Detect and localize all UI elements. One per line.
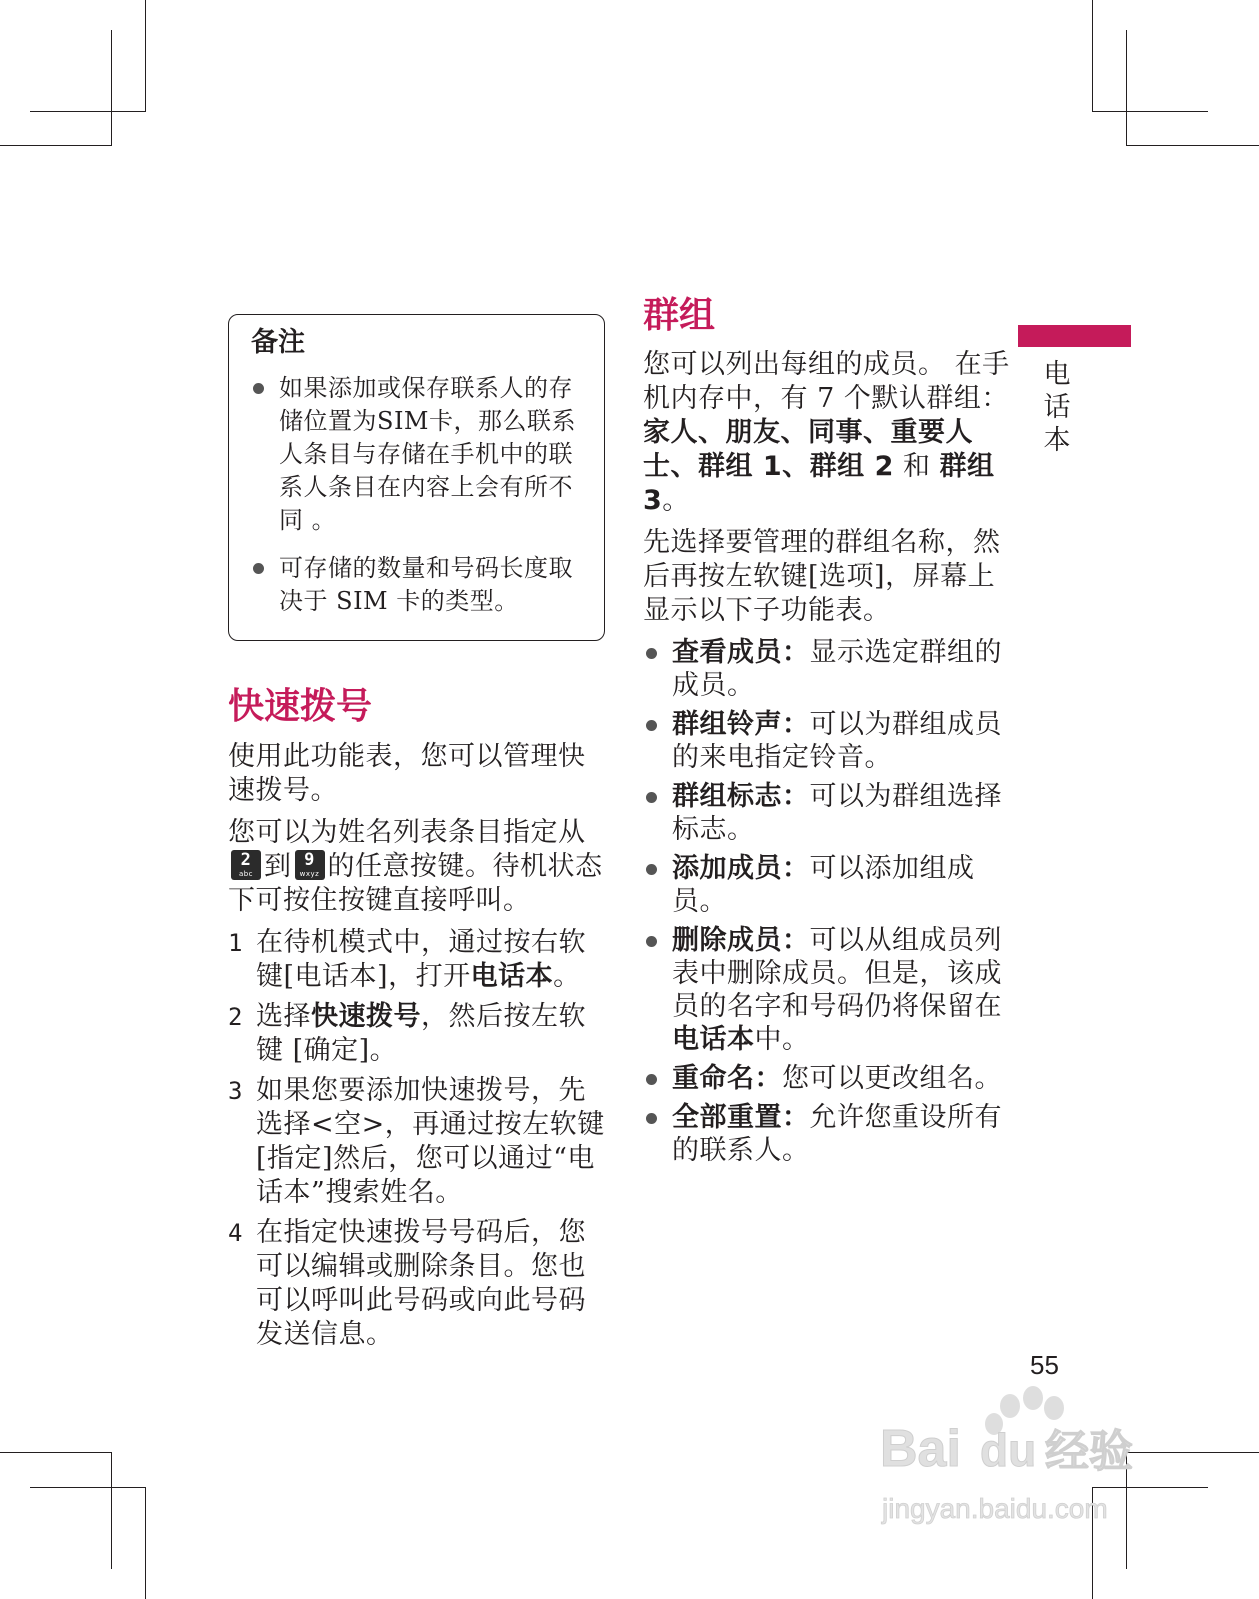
function-name: 群组铃声： xyxy=(672,709,810,740)
note-item xyxy=(251,552,582,618)
crop-mark xyxy=(1126,145,1259,146)
groups-default-last: 群组 3 xyxy=(643,451,995,516)
speed-dial-steps xyxy=(228,926,606,1352)
bullet-icon xyxy=(646,792,657,803)
step-text: 在待机模式中，通过按右软键[电话本]，打开 xyxy=(256,927,586,992)
crop-mark xyxy=(30,111,146,112)
crop-mark xyxy=(111,30,112,145)
bullet-icon xyxy=(646,720,657,731)
note-item xyxy=(251,372,582,537)
bullet-icon xyxy=(646,936,657,947)
key-2-letters: abc xyxy=(238,870,254,878)
function-name: 全部重置： xyxy=(672,1102,810,1133)
function-desc: 显示选定群组的成员。 xyxy=(672,637,1002,701)
function-desc: 可以从组成员列表中删除成员。但是，该成员的名字和号码仍将保留在 xyxy=(672,925,1002,1022)
key-9-letters: wxyz xyxy=(299,870,320,878)
function-item xyxy=(643,1062,1021,1095)
function-item xyxy=(643,1101,1021,1167)
function-item xyxy=(643,780,1021,846)
step-number: 2 xyxy=(228,1003,243,1031)
speed-dial-para xyxy=(228,816,606,918)
function-desc: 中。 xyxy=(754,1024,810,1055)
groups-function-list xyxy=(643,636,1021,1167)
speed-dial-body xyxy=(228,740,606,1358)
function-desc: 可以为群组选择标志。 xyxy=(672,781,1002,845)
crop-mark xyxy=(111,1452,112,1569)
crop-mark xyxy=(1092,0,1093,112)
groups-heading: 群组 xyxy=(643,295,716,336)
groups-default-list: 家人、朋友、同事、重要人士、群组 1、群组 2 xyxy=(643,417,973,482)
function-name: 查看成员： xyxy=(672,637,810,668)
svg-text:Bai: Bai xyxy=(880,1420,961,1478)
note-title: 备注 xyxy=(251,327,305,358)
step-text: 。 xyxy=(553,961,581,992)
side-tab-label: 电话本 xyxy=(1043,359,1071,456)
crop-mark xyxy=(1092,111,1208,112)
side-tab-bar xyxy=(1018,325,1131,347)
function-desc: 可以添加组成员。 xyxy=(672,853,975,917)
step-number: 4 xyxy=(228,1219,243,1247)
crop-mark xyxy=(145,1487,146,1599)
crop-mark xyxy=(145,0,146,112)
note-item-text: 如果添加或保存联系人的存储位置为SIM卡，那么联系人条目与存储在手机中的联系人条目在内容上会有所不同 。 xyxy=(279,374,576,534)
svg-text:jingyan.baidu.com: jingyan.baidu.com xyxy=(882,1493,1108,1524)
speed-dial-intro: 使用此功能表，您可以管理快速拨号。 xyxy=(228,741,586,806)
groups-intro-text: 。 xyxy=(662,485,690,516)
bullet-icon xyxy=(253,563,264,574)
function-item xyxy=(643,708,1021,774)
speed-dial-para-text: 的任意按键。待机状态下可按住按键直接呼叫。 xyxy=(228,851,603,916)
svg-text:du: du xyxy=(980,1424,1037,1476)
step-text: 在指定快速拨号号码后，您可以编辑或删除条目。您也可以呼叫此号码或向此号码发送信息。 xyxy=(256,1217,586,1350)
speed-dial-para-text: 您可以为姓名列表条目指定从 xyxy=(228,817,586,848)
step-number: 3 xyxy=(228,1077,243,1105)
crop-mark xyxy=(1126,30,1127,145)
function-name: 群组标志： xyxy=(672,781,810,812)
function-item xyxy=(643,924,1021,1056)
groups-para: 先选择要管理的群组名称，然后再按左软键[选项]，屏幕上显示以下子功能表。 xyxy=(643,527,1001,626)
step-number: 1 xyxy=(228,929,243,957)
step-item xyxy=(228,1074,606,1210)
step-item xyxy=(228,1000,606,1068)
function-name: 删除成员： xyxy=(672,925,810,956)
crop-mark xyxy=(30,1487,146,1488)
step-text: 如果您要添加快速拨号，先选择<空>，再通过按左软键[指定]然后，您可以通过“电话本”搜索姓名。 xyxy=(256,1075,605,1208)
speed-dial-heading: 快速拨号 xyxy=(228,686,373,727)
function-item xyxy=(643,852,1021,918)
step-item xyxy=(228,926,606,994)
baidu-watermark-logo xyxy=(880,1386,1180,1546)
groups-intro-text: 您可以列出每组的成员。 在手机内存中，有 7 个默认群组： xyxy=(643,349,1010,414)
page-number: 55 xyxy=(1030,1350,1059,1380)
note-box xyxy=(228,314,605,641)
groups-intro-text: 和 xyxy=(893,451,940,482)
bullet-icon xyxy=(646,1074,657,1085)
note-item-text: 可存储的数量和号码长度取决于 SIM 卡的类型。 xyxy=(279,554,573,615)
function-name: 重命名： xyxy=(672,1063,782,1094)
function-item xyxy=(643,636,1021,702)
function-desc: 您可以更改组名。 xyxy=(782,1063,1002,1094)
step-bold-text: 电话本 xyxy=(470,961,554,992)
groups-intro xyxy=(643,348,1021,518)
bullet-icon xyxy=(646,648,657,659)
step-text: ，然后按左软键 [确定]。 xyxy=(256,1001,586,1066)
key-2-digit: 2 xyxy=(240,850,252,870)
groups-body xyxy=(643,348,1021,1173)
step-bold-text: 快速拨号 xyxy=(311,1001,421,1032)
function-desc-bold: 电话本 xyxy=(672,1024,755,1055)
function-name: 添加成员： xyxy=(672,853,810,884)
crop-mark xyxy=(0,145,112,146)
bullet-icon xyxy=(646,864,657,875)
key-9-icon xyxy=(295,850,325,880)
function-desc: 可以为群组成员的来电指定铃音。 xyxy=(672,709,1002,773)
speed-dial-para-text: 到 xyxy=(264,851,292,882)
function-desc: 允许您重设所有的联系人。 xyxy=(672,1102,1002,1166)
key-2-icon xyxy=(231,850,261,880)
bullet-icon xyxy=(253,383,264,394)
step-text: 选择 xyxy=(256,1001,311,1032)
note-list xyxy=(251,372,582,618)
bullet-icon xyxy=(646,1113,657,1124)
svg-text:经验: 经验 xyxy=(1045,1426,1133,1477)
crop-mark xyxy=(0,1452,112,1453)
key-9-digit: 9 xyxy=(304,850,315,870)
step-item xyxy=(228,1216,606,1352)
